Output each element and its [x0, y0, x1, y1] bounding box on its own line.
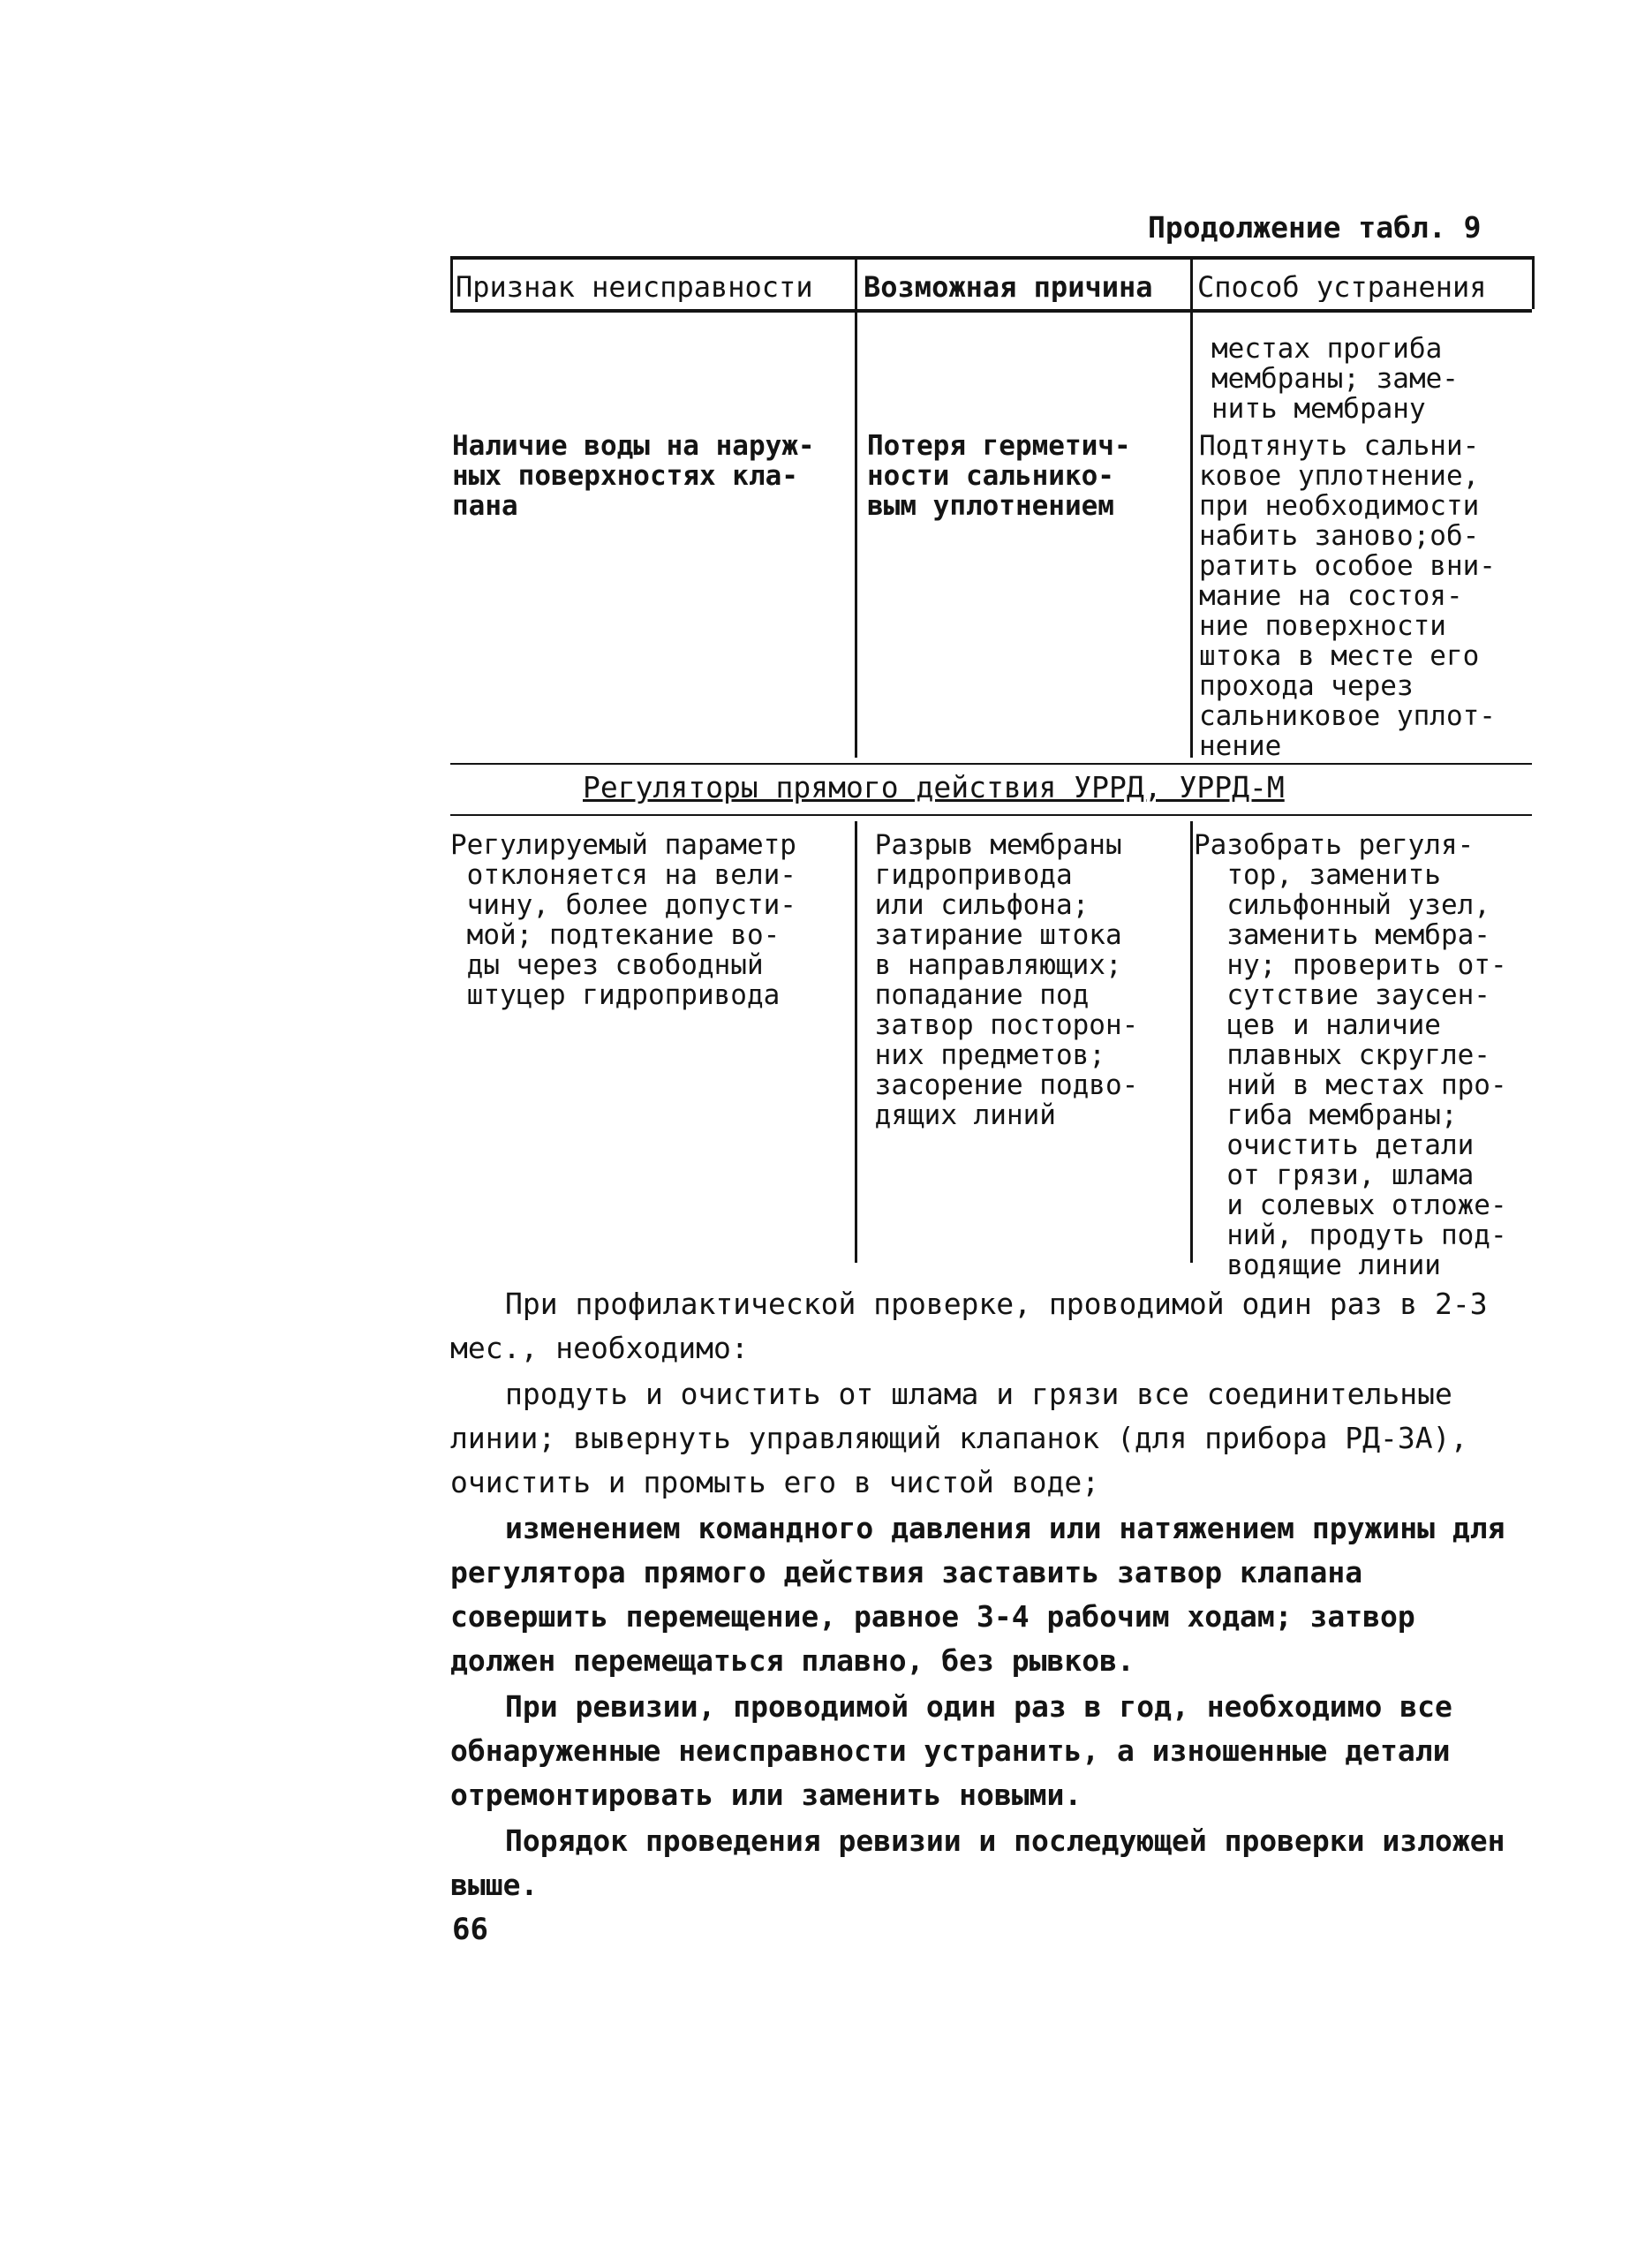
table-left-rule — [450, 256, 453, 309]
table-header-rule — [450, 309, 1532, 313]
row-symptom: Наличие воды на наруж- ных поверхностях кла- пана — [452, 431, 815, 521]
column-divider-1-lower — [855, 821, 857, 1263]
section-row-symptom: Регулируемый параметр отклоняется на вели- чину, более допусти- мой; подтекание во- ды через свободный штуцер гидропривода — [450, 830, 796, 1010]
troubleshooting-table — [450, 256, 1532, 1280]
paragraph: изменением командного давления или натяжением пружины для регулятора прямого действия заставить затвор клапана совершить перемещение, равное 3-4 рабочим ходам; затвор должен перемещаться плавно, без рывков. — [450, 1511, 1505, 1678]
table-top-rule — [450, 256, 1532, 260]
paragraph: Порядок проведения ревизии и последующей проверки изложен выше. — [450, 1823, 1505, 1902]
paragraph: продуть и очистить от шлама и грязи все соединительные линии; вывернуть управляющий клапанок (для прибора РД-3А), очистить и промыть его в чистой воде; — [450, 1377, 1468, 1499]
header-remedy: Способ устранения — [1197, 272, 1487, 302]
row-remedy-continued: местах прогиба мембраны; заме- нить мембрану — [1211, 334, 1459, 424]
column-divider-1 — [855, 256, 857, 758]
column-divider-2-lower — [1190, 821, 1193, 1263]
section-top-rule — [450, 763, 1532, 765]
section-bottom-rule — [450, 814, 1532, 816]
paragraph: При профилактической проверке, проводимой один раз в 2-3 мес., необходимо: — [450, 1287, 1488, 1365]
table-continuation-label: Продолжение табл. 9 — [1148, 210, 1482, 245]
page-number: 66 — [452, 1912, 488, 1947]
column-divider-2 — [1190, 256, 1193, 758]
paragraph: При ревизии, проводимой один раз в год, необходимо все обнаруженные неисправности устранить, а изношенные детали отремонтировать или заменить новыми. — [450, 1689, 1452, 1812]
header-cause: Возможная причина — [864, 272, 1153, 302]
section-title: Регуляторы прямого действия УРРД, УРРД-М — [583, 770, 1285, 804]
row-cause: Потеря герметич- ности сальнико- вым уплотнением — [867, 431, 1131, 521]
section-row-cause: Разрыв мембраны гидропривода или сильфона; затирание штока в направляющих; попадание под затвор посторон- них предметов; засорение подво- дящих линий — [874, 830, 1139, 1130]
table-right-rule — [1532, 256, 1535, 309]
body-text — [450, 1282, 1532, 1909]
header-symptom: Признак неисправности — [456, 272, 813, 302]
row-remedy: Подтянуть сальни- ковое уплотнение, при необходимости набить заново;об- ратить особое вни- мание на состоя- ние поверхности штока в месте его прохода через сальниковое уплот- нение — [1199, 431, 1496, 761]
section-row-remedy: Разобрать регуля- тор, заменить сильфонный узел, заменить мембра- ну; проверить от- сутствие заусен- цев и наличие плавных скругле- ний в местах про- гиба мембраны; очистить детали от грязи, шлама и солевых отложе- ний, продуть под- водящие линии — [1194, 830, 1507, 1280]
